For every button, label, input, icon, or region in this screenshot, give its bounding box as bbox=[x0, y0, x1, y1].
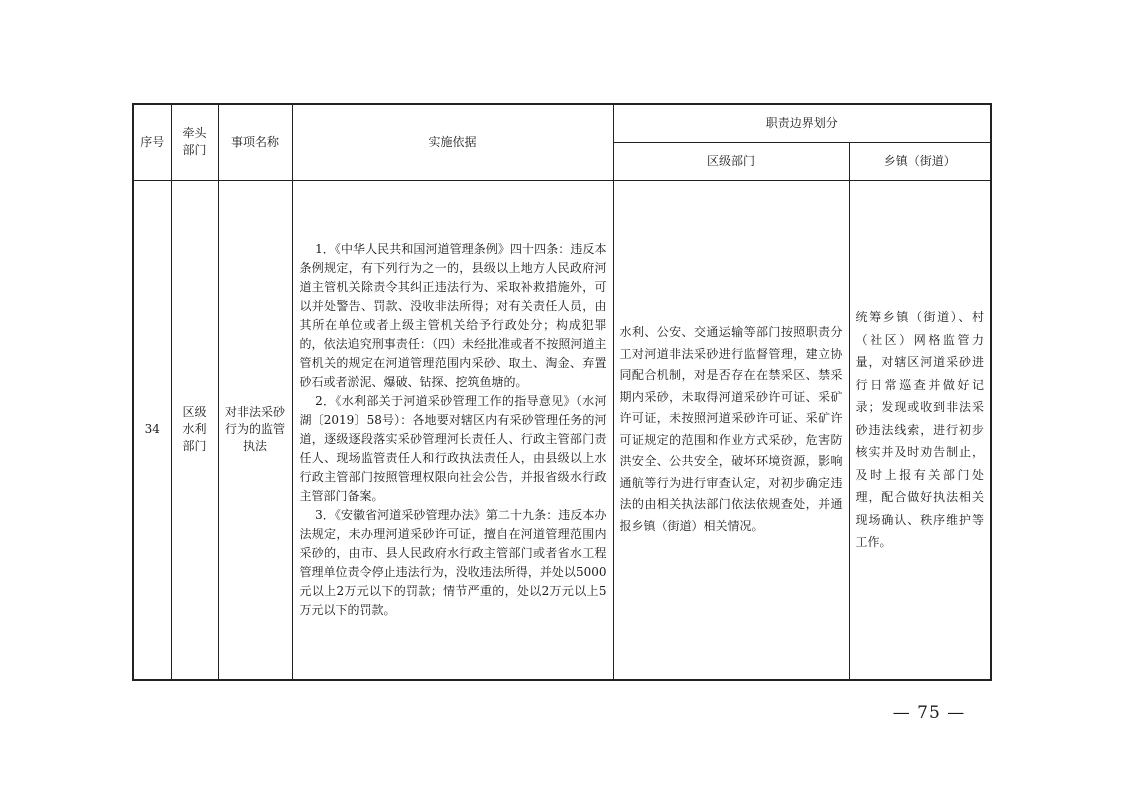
basis-paragraph-3: 3．《安徽省河道采砂管理办法》第二十九条：违反本办法规定，未办理河道采砂许可证，擅自在河道管理范围内采砂的，由市、县人民政府水行政主管部门或者省水工程管理单位责令停止违法行为，没收违法所得，并处以5000元以上2万元以下的罚款；情节严重的，处以2万元以上5万元以下的罚款。 bbox=[299, 507, 607, 617]
basis-paragraph-2: 2．《水利部关于河道采砂管理工作的指导意见》（水河湖〔2019〕58号）：各地要对辖区内有采砂管理任务的河道，逐级逐段落实采砂管理河长责任人、行政主管部门责任人、现场监管责任人和行政执法责任人，由县级以上水行政主管部门按照管理权限向社会公告，并报省级水行政主管部门备案。 bbox=[299, 393, 607, 503]
header-lead-dept: 牵头 部门 bbox=[171, 104, 218, 180]
row-township-duty: 统筹乡镇（街道）、村（社区）网格监管力量，对辖区河道采砂进行日常巡查并做好记录；发现或收到非法采砂违法线索，进行初步核实并及时劝告制止，及时上报有关部门处理，配合做好执法相关现场确认、秩序维护等工作。 bbox=[849, 180, 991, 680]
header-seq: 序号 bbox=[133, 104, 171, 180]
row-district-duty: 水利、公安、交通运输等部门按照职责分工对河道非法采砂进行监督管理，建立协同配合机制，对是否存在在禁采区、禁采期内采砂，未取得河道采砂许可证、采矿许可证，未按照河道采砂许可证、采矿许可证规定的范围和作业方式采砂，危害防洪安全、公共安全，破坏环境资源，影响通航等行为进行审查认定，对初步确定违法的由相关执法部门依法依规查处，并通报乡镇（街道）相关情况。 bbox=[613, 180, 849, 680]
header-duty-boundary: 职责边界划分 bbox=[613, 104, 991, 142]
row-seq: 34 bbox=[133, 180, 171, 680]
row-basis bbox=[292, 180, 613, 680]
page-number: — 75 — bbox=[892, 703, 966, 723]
row-item-name: 对非法采砂 行为的监管 执法 bbox=[218, 180, 292, 680]
header-township: 乡镇（街道） bbox=[849, 142, 991, 180]
header-item-name: 事项名称 bbox=[218, 104, 292, 180]
header-basis: 实施依据 bbox=[292, 104, 613, 180]
row-lead-dept: 区级 水利 部门 bbox=[171, 180, 218, 680]
responsibility-table bbox=[132, 103, 992, 681]
basis-paragraph-1: 1．《中华人民共和国河道管理条例》四十四条：违反本条例规定，有下列行为之一的，县级以上地方人民政府河道主管机关除责令其纠正违法行为、采取补救措施外，可以并处警告、罚款、没收非法所得；对有关责任人员，由其所在单位或者上级主管机关给予行政处分；构成犯罪的，依法追究刑事责任：（四）未经批准或者不按照河道主管机关的规定在河道管理范围内采砂、取土、淘金、弃置砂石或者淤泥、爆破、钻探、挖筑鱼塘的。 bbox=[299, 241, 607, 389]
header-district-dept: 区级部门 bbox=[613, 142, 849, 180]
table-row bbox=[133, 180, 991, 680]
